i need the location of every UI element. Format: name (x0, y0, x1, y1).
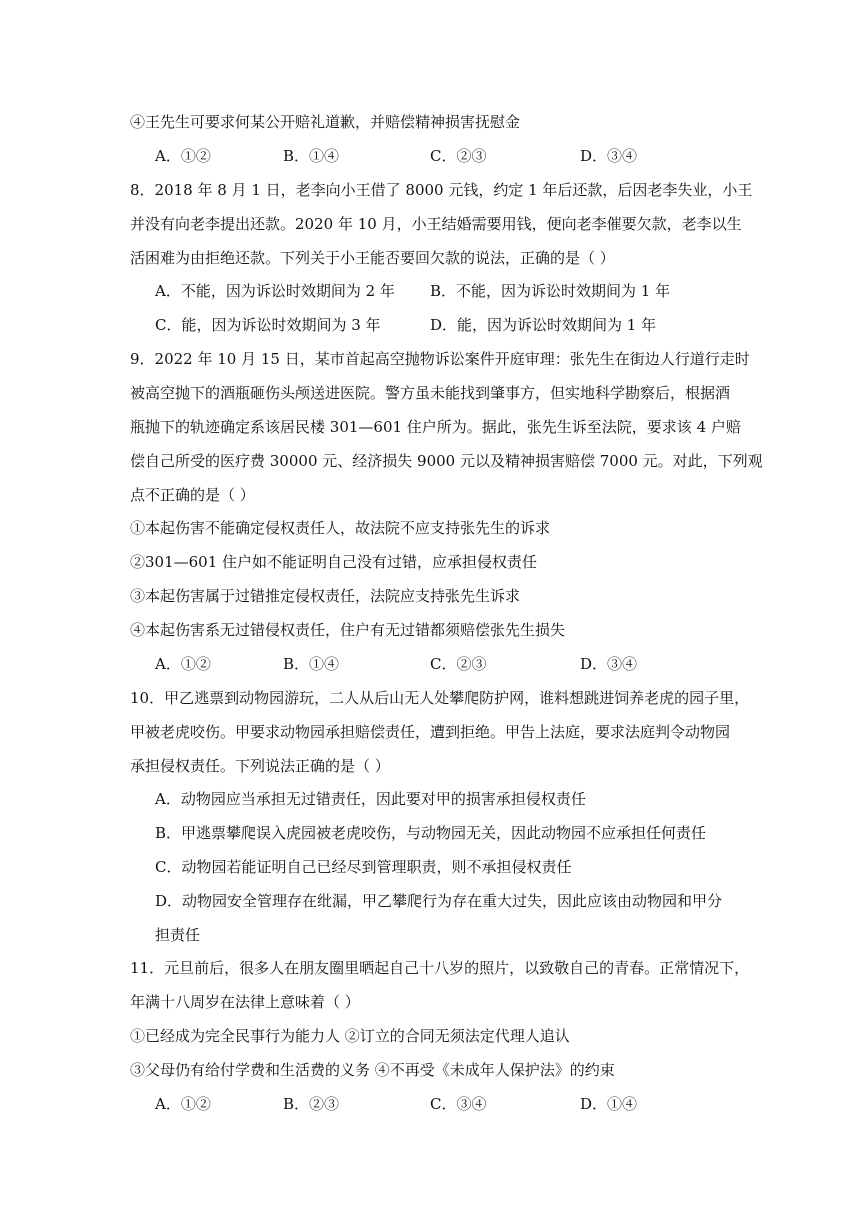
question-9-stem-line-3: 瓶抛下的轨迹确定系该居民楼 301—601 住户所为。据此，张先生诉至法院，要求该 4 户赔 (130, 418, 741, 436)
question-10-stem-line-2: 甲被老虎咬伤。甲要求动物园承担赔偿责任，遭到拒绝。甲告上法庭，要求法庭判令动物园 (130, 723, 731, 741)
question-9-stem-line-2: 被高空抛下的酒瓶砸伤头颅送进医院。警方虽未能找到肇事方，但实地科学勘察后，根据酒 (130, 384, 731, 402)
question-9-item-2: ②301—601 住户如不能证明自己没有过错，应承担侵权责任 (130, 553, 538, 571)
option-c: C．②③ (430, 655, 487, 673)
option-b: B．不能，因为诉讼时效期间为 1 年 (430, 282, 671, 300)
question-11-items-row-2: ③父母仍有给付学费和生活费的义务 ④不再受《未成年人保护法》的约束 (130, 1061, 615, 1079)
question-9-item-3: ③本起伤害属于过错推定侵权责任，法院应支持张先生诉求 (130, 587, 521, 605)
question-9-item-4: ④本起伤害系无过错侵权责任，住户有无过错都须赔偿张先生损失 (130, 621, 566, 639)
question-9-stem-line-4: 偿自己所受的医疗费 30000 元、经济损失 9000 元以及精神损害赔偿 7000 元。对此，下列观 (130, 452, 763, 470)
question-9-stem-line-5: 点不正确的是（ ） (130, 486, 255, 504)
option-a: A．①② (155, 1095, 211, 1113)
question-10-stem-line-1: 10．甲乙逃票到动物园游玩，二人从后山无人处攀爬防护网，谁料想跳进饲养老虎的园子里， (130, 689, 750, 707)
option-d: D．③④ (580, 655, 638, 673)
question-10-option-d: D．动物园安全管理存在纰漏，甲乙攀爬行为存在重大过失，因此应该由动物园和甲分 (155, 892, 723, 910)
option-d: D．③④ (580, 147, 638, 165)
option-d: D．能，因为诉讼时效期间为 1 年 (430, 316, 657, 334)
option-b: B．①④ (283, 655, 340, 673)
option-c: C．②③ (430, 147, 487, 165)
option-c: C．能，因为诉讼时效期间为 3 年 (155, 316, 381, 334)
option-c: C．③④ (430, 1095, 487, 1113)
question-8-stem-line-2: 并没有向老李提出还款。2020 年 10 月，小王结婚需要用钱，便向老李催要欠款，老李以生 (130, 215, 742, 233)
option-d: D．①④ (580, 1095, 638, 1113)
question-9-stem-line-1: 9．2022 年 10 月 15 日，某市首起高空抛物诉讼案件开庭审理：张先生在街边人行道行走时 (130, 350, 750, 368)
option-b: B．②③ (283, 1095, 340, 1113)
question-7-item-4: ④王先生可要求何某公开赔礼道歉，并赔偿精神损害抚慰金 (130, 113, 521, 131)
question-10-stem-line-3: 承担侵权责任。下列说法正确的是（ ） (130, 757, 390, 775)
question-8-stem-line-1: 8．2018 年 8 月 1 日，老李向小王借了 8000 元钱，约定 1 年后还款，后因老李失业，小王 (130, 181, 753, 199)
option-b: B．①④ (283, 147, 340, 165)
question-10-option-d-continued: 担责任 (155, 926, 201, 944)
option-a: A．①② (155, 655, 211, 673)
option-a: A．不能，因为诉讼时效期间为 2 年 (155, 282, 395, 300)
option-a: A．①② (155, 147, 211, 165)
question-9-item-1: ①本起伤害不能确定侵权责任人，故法院不应支持张先生的诉求 (130, 519, 551, 537)
question-11-items-row-1: ①已经成为完全民事行为能力人 ②订立的合同无须法定代理人追认 (130, 1027, 570, 1045)
question-11-stem-line-2: 年满十八周岁在法律上意味着（ ） (130, 993, 360, 1011)
question-10-option-c: C．动物园若能证明自己已经尽到管理职责，则不承担侵权责任 (155, 858, 572, 876)
question-8-stem-line-3: 活困难为由拒绝还款。下列关于小王能否要回欠款的说法，正确的是（ ） (130, 249, 615, 267)
question-10-option-b: B．甲逃票攀爬误入虎园被老虎咬伤，与动物园无关，因此动物园不应承担任何责任 (155, 824, 707, 842)
question-11-stem-line-1: 11．元旦前后，很多人在朋友圈里晒起自己十八岁的照片，以致敬自己的青春。正常情况下， (130, 959, 750, 977)
question-10-option-a: A．动物园应当承担无过错责任，因此要对甲的损害承担侵权责任 (155, 790, 586, 808)
